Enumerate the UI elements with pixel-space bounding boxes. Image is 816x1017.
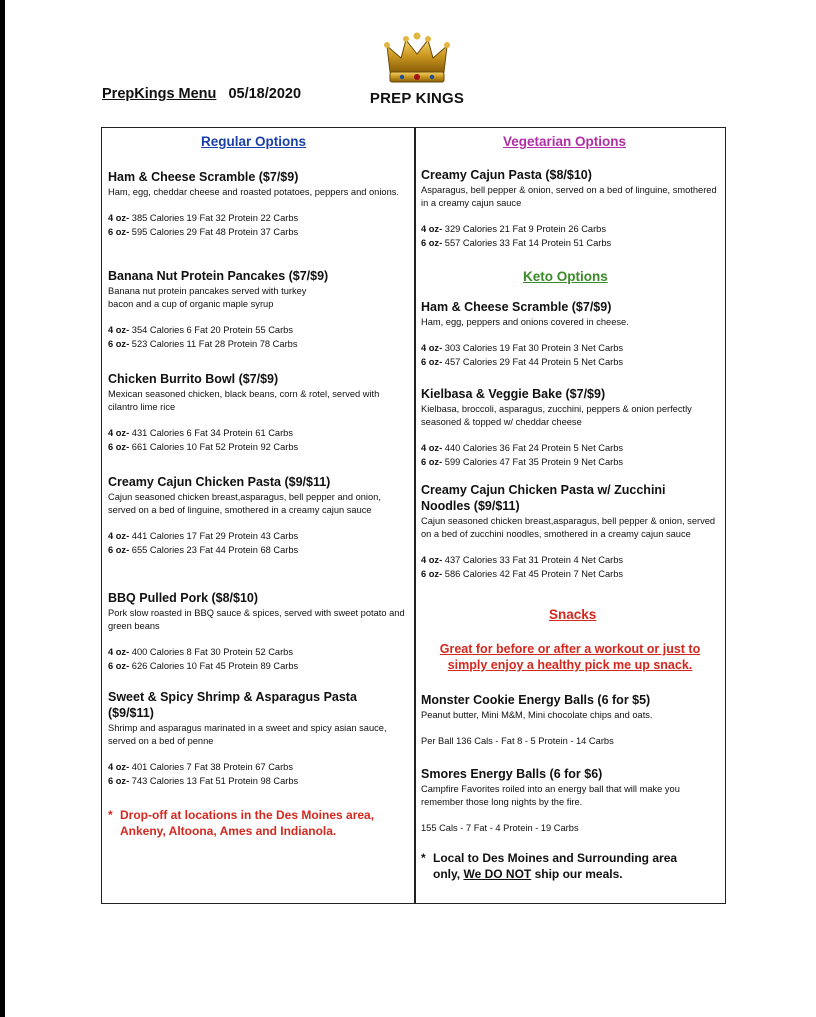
menu-item bbox=[108, 169, 410, 239]
nutrition-4oz: 4 oz- 440 Calories 36 Fat 24 Protein 5 Net Carbs bbox=[421, 443, 624, 453]
menu-item bbox=[108, 689, 410, 788]
page-edge bbox=[0, 0, 5, 1017]
nutrition-4oz: 4 oz- 401 Calories 7 Fat 38 Protein 67 Carbs bbox=[108, 762, 294, 772]
nutrition-6oz: 6 oz- 655 Calories 23 Fat 44 Protein 68 Carbs bbox=[108, 545, 299, 555]
item-name: Smores Energy Balls (6 for $6) bbox=[421, 767, 603, 781]
nutrition-4oz: 4 oz- 437 Calories 33 Fat 31 Protein 4 Net Carbs bbox=[421, 555, 624, 565]
menu-item bbox=[108, 590, 410, 673]
nutrition-6oz: 6 oz- 523 Calories 11 Fat 28 Protein 78 Carbs bbox=[108, 339, 298, 349]
snack-nutrition: 155 Cals - 7 Fat - 4 Protein - 19 Carbs bbox=[421, 823, 579, 833]
menu-title: PrepKings Menu bbox=[102, 86, 217, 102]
item-name: BBQ Pulled Pork ($8/$10) bbox=[108, 591, 259, 605]
prep-kings-logo bbox=[358, 32, 476, 112]
nutrition-4oz: 4 oz- 400 Calories 8 Fat 30 Protein 52 Carbs bbox=[108, 647, 294, 657]
item-name: Chicken Burrito Bowl ($7/$9) bbox=[108, 372, 279, 386]
item-description: Kielbasa, broccoli, asparagus, zucchini, peppers & onion perfectly seasoned & topped w/ cheddar cheese bbox=[421, 404, 692, 427]
crown-icon bbox=[384, 32, 450, 88]
item-description: Ham, egg, cheddar cheese and roasted potatoes, peppers and onions. bbox=[108, 187, 399, 197]
menu-item bbox=[421, 482, 721, 581]
menu-table bbox=[101, 127, 726, 904]
column-divider bbox=[414, 128, 416, 903]
snack-nutrition: Per Ball 136 Cals - Fat 8 - 5 Protein - 14 Carbs bbox=[421, 736, 614, 746]
snacks-heading: Snacks bbox=[549, 607, 597, 622]
nutrition-6oz: 6 oz- 586 Calories 42 Fat 45 Protein 7 Net Carbs bbox=[421, 569, 624, 579]
item-name: Ham & Cheese Scramble ($7/$9) bbox=[108, 170, 299, 184]
item-name: Ham & Cheese Scramble ($7/$9) bbox=[421, 300, 612, 314]
nutrition-6oz: 6 oz- 661 Calories 10 Fat 52 Protein 92 Carbs bbox=[108, 442, 299, 452]
vegetarian-options-heading: Vegetarian Options bbox=[503, 134, 627, 149]
menu-item bbox=[108, 474, 410, 557]
keto-options-heading: Keto Options bbox=[523, 269, 608, 284]
menu-item bbox=[421, 167, 721, 250]
item-name: Sweet & Spicy Shrimp & Asparagus Pasta ($9/$11) bbox=[108, 690, 357, 720]
nutrition-6oz: 6 oz- 457 Calories 29 Fat 44 Protein 5 Net Carbs bbox=[421, 357, 624, 367]
item-name: Kielbasa & Veggie Bake ($7/$9) bbox=[421, 387, 606, 401]
item-name: Creamy Cajun Pasta ($8/$10) bbox=[421, 168, 592, 182]
snack-item bbox=[421, 766, 721, 835]
snacks-tagline: Great for before or after a workout or just to simply enjoy a healthy pick me up snack. bbox=[439, 642, 701, 672]
item-description: Ham, egg, peppers and onions covered in cheese. bbox=[421, 317, 629, 327]
item-description: Shrimp and asparagus marinated in a sweet and spicy asian sauce, served on a bed of penne bbox=[108, 723, 387, 746]
item-description: Asparagus, bell pepper & onion, served on a bed of linguine, smothered in a creamy cajun sauce bbox=[421, 185, 717, 208]
item-description: Mexican seasoned chicken, black beans, corn & rotel, served with cilantro lime rice bbox=[108, 389, 380, 412]
item-name: Creamy Cajun Chicken Pasta ($9/$11) bbox=[108, 475, 331, 489]
nutrition-4oz: 4 oz- 441 Calories 17 Fat 29 Protein 43 Carbs bbox=[108, 531, 299, 541]
snack-item bbox=[421, 692, 721, 748]
menu-item bbox=[108, 371, 410, 454]
item-name: Banana Nut Protein Pancakes ($7/$9) bbox=[108, 269, 329, 283]
item-description: Cajun seasoned chicken breast,asparagus, bell pepper & onion, served on a bed of zucchini noodles, smothered in a creamy cajun sauce bbox=[421, 516, 716, 539]
nutrition-4oz: 4 oz- 354 Calories 6 Fat 20 Protein 55 Carbs bbox=[108, 325, 294, 335]
nutrition-4oz: 4 oz- 303 Calories 19 Fat 30 Protein 3 Net Carbs bbox=[421, 343, 624, 353]
nutrition-6oz: 6 oz- 595 Calories 29 Fat 48 Protein 37 Carbs bbox=[108, 227, 299, 237]
item-name: Creamy Cajun Chicken Pasta w/ Zucchini Noodles ($9/$11) bbox=[421, 483, 666, 513]
item-description: Peanut butter, Mini M&M, Mini chocolate chips and oats. bbox=[421, 710, 653, 720]
nutrition-6oz: 6 oz- 599 Calories 47 Fat 35 Protein 9 Net Carbs bbox=[421, 457, 624, 467]
nutrition-6oz: 6 oz- 626 Calories 10 Fat 45 Protein 89 Carbs bbox=[108, 661, 299, 671]
item-description: Cajun seasoned chicken breast,asparagus, bell pepper and onion, served on a bed of linguine, smothered in a creamy cajun sauce bbox=[108, 492, 381, 515]
regular-options-heading: Regular Options bbox=[201, 134, 307, 149]
nutrition-4oz: 4 oz- 385 Calories 19 Fat 32 Protein 22 Carbs bbox=[108, 213, 299, 223]
nutrition-4oz: 4 oz- 329 Calories 21 Fat 9 Protein 26 Carbs bbox=[421, 224, 607, 234]
menu-date: 05/18/2020 bbox=[228, 86, 302, 102]
local-delivery-note: * Local to Des Moines and Surrounding area only, We DO NOT ship our meals. bbox=[421, 851, 678, 881]
menu-item bbox=[108, 268, 410, 351]
nutrition-4oz: 4 oz- 431 Calories 6 Fat 34 Protein 61 Carbs bbox=[108, 428, 294, 438]
nutrition-6oz: 6 oz- 557 Calories 33 Fat 14 Protein 51 Carbs bbox=[421, 238, 612, 248]
nutrition-6oz: 6 oz- 743 Calories 13 Fat 51 Protein 98 Carbs bbox=[108, 776, 299, 786]
dropoff-note: * Drop-off at locations in the Des Moines area, Ankeny, Altoona, Ames and Indianola. bbox=[108, 808, 375, 838]
item-description: Pork slow roasted in BBQ sauce & spices, served with sweet potato and green beans bbox=[108, 608, 405, 631]
item-name: Monster Cookie Energy Balls (6 for $5) bbox=[421, 693, 651, 707]
brand-name: PREP KINGS bbox=[369, 90, 465, 107]
menu-item bbox=[421, 386, 721, 469]
item-description: Campfire Favorites roiled into an energy ball that will make you remember those long nights by the fire. bbox=[421, 784, 680, 807]
menu-item bbox=[421, 299, 721, 369]
menu-title-row bbox=[102, 86, 301, 102]
item-description: Banana nut protein pancakes served with turkey bacon and a cup of organic maple syrup bbox=[108, 286, 307, 309]
